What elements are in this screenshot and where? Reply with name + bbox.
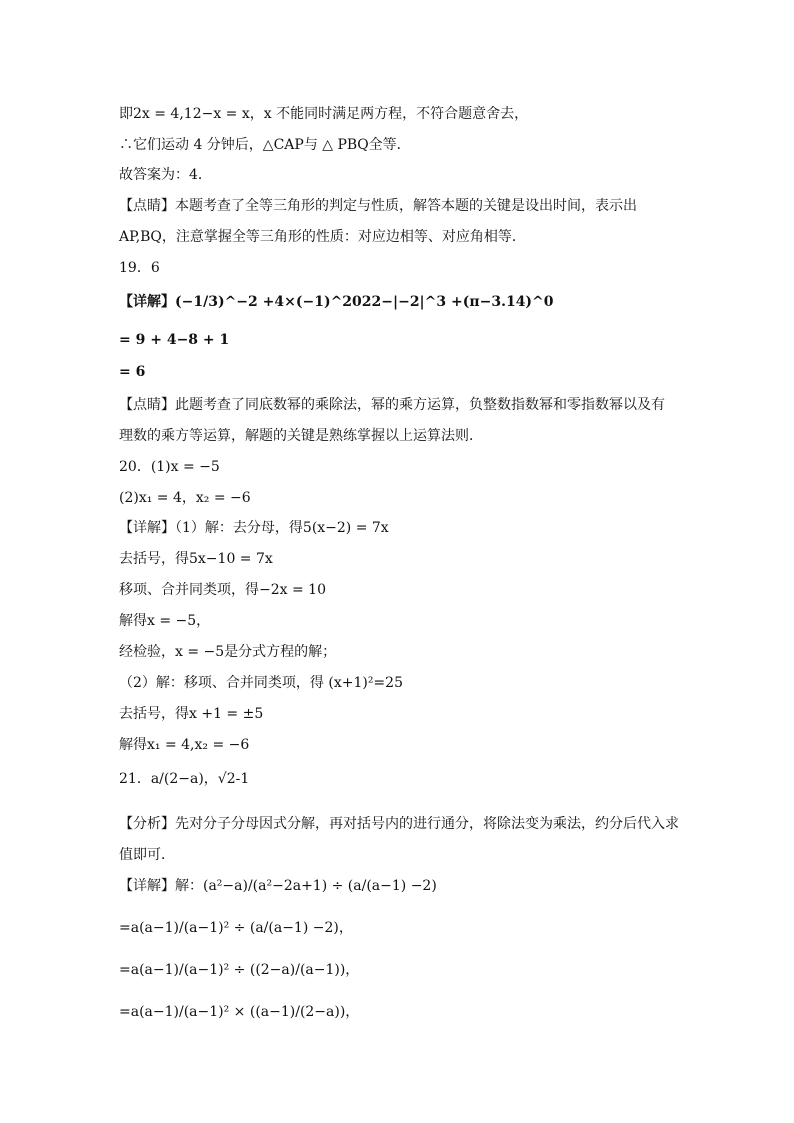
text-line-22: 21．a/(2−a)，√2-1 — [119, 771, 250, 787]
text-line-23: 【分析】先对分子分母因式分解，再对括号内的进行通分，将除法变为乘法，约分后代入求值即可． — [119, 816, 679, 863]
text-line-1: 即2x = 4,12−x = x，x 不能同时满足两方程，不符合题意舍去， — [119, 106, 529, 122]
text-line-2: ∴它们运动 4 分钟后，△CAP与 △ PBQ全等． — [119, 137, 411, 153]
text-line-6: 19．6 — [119, 260, 160, 276]
text-line-27: =a(a−1)/(a−1)² × ((a−1)/(2−a))， — [119, 1004, 360, 1020]
text-line-5: AP,BQ，注意掌握全等三角形的性质：对应边相等、对应角相等． — [119, 229, 526, 245]
text-line-11: 理数的乘方等运算，解题的关键是熟练掌握以上运算法则． — [119, 428, 483, 444]
text-line-4: 【点睛】本题考查了全等三角形的判定与性质，解答本题的关键是设出时间，表示出 — [119, 198, 637, 214]
text-line-25: =a(a−1)/(a−1)² ÷ (a/(a−1) −2)， — [119, 920, 353, 936]
text-line-3: 故答案为：4． — [119, 167, 212, 183]
text-line-17: 解得x = −5， — [119, 613, 211, 629]
text-line-26: =a(a−1)/(a−1)² ÷ ((2−a)/(a−1))， — [119, 962, 360, 978]
text-line-14: 【详解】（1）解：去分母，得5(x−2) = 7x — [119, 520, 389, 536]
text-line-18: 经检验，x = −5是分式方程的解； — [119, 644, 337, 660]
text-line-9: = 6 — [119, 364, 146, 380]
text-line-24: 【详解】解：(a²−a)/(a²−2a+1) ÷ (a/(a−1) −2) — [119, 878, 437, 894]
text-line-10: 【点睛】此题考查了同底数幂的乘除法，幂的乘方运算，负整数指数幂和零指数幂以及有 — [119, 397, 665, 413]
text-line-7: 【详解】(−1/3)^−2 +4×(−1)^2022−|−2|^3 +(π−3.14)^0 — [119, 294, 554, 310]
text-line-20: 去括号，得x +1 = ±5 — [119, 706, 264, 722]
text-line-19: （2）解：移项、合并同类项，得 (x+1)²=25 — [119, 675, 403, 691]
text-line-12: 20．(1)x = −5 — [119, 459, 220, 475]
text-line-21: 解得x₁ = 4,x₂ = −6 — [119, 737, 250, 753]
text-line-16: 移项、合并同类项，得−2x = 10 — [119, 582, 326, 598]
text-line-15: 去括号，得5x−10 = 7x — [119, 551, 273, 567]
text-line-13: (2)x₁ = 4，x₂ = −6 — [119, 490, 251, 506]
text-line-8: = 9 + 4−8 + 1 — [119, 332, 230, 348]
